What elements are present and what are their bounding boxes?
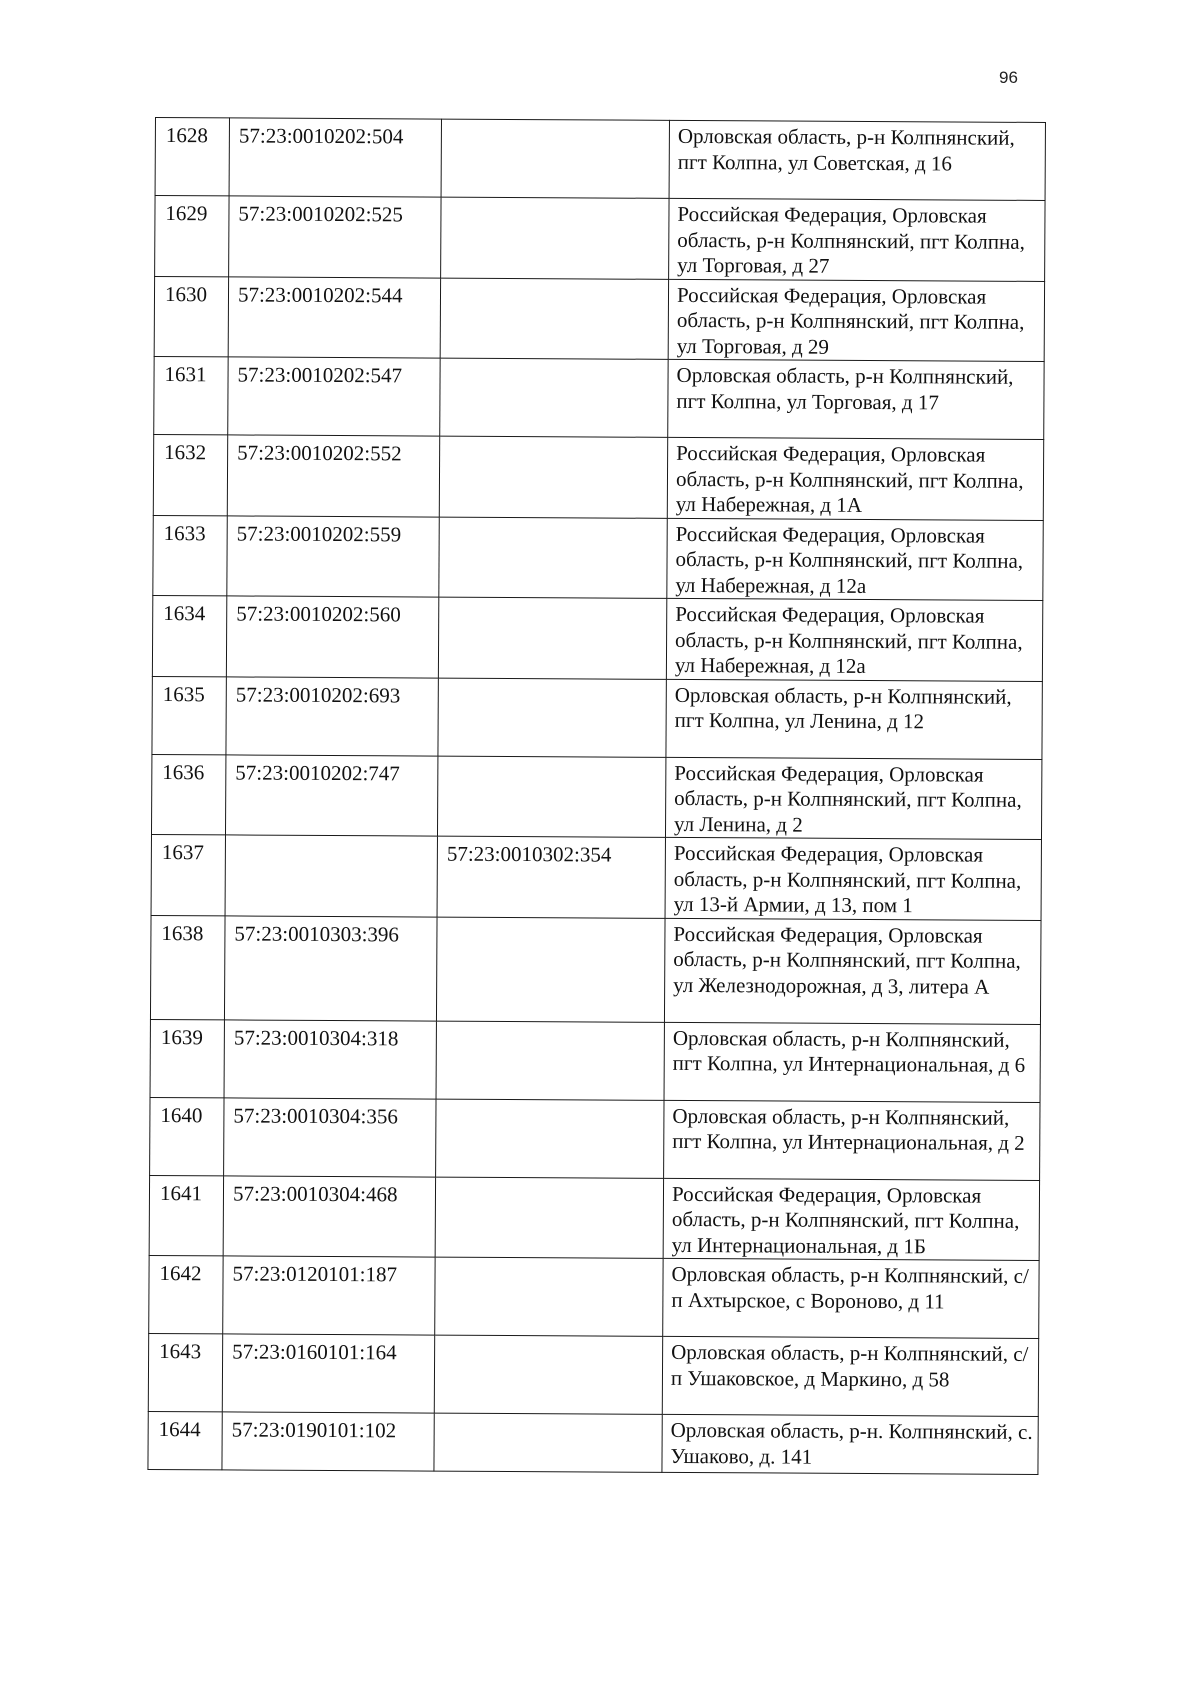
cadastral-number-cell bbox=[225, 835, 437, 917]
table-row bbox=[150, 1019, 1040, 1102]
address-cell: Орловская область, р-н Колпнянский, пгт Колпна, ул Интернациональная, д 6 bbox=[664, 1022, 1040, 1102]
property-table bbox=[147, 117, 1046, 1475]
address-cell: Российская Федерация, Орловская область, р-н Колпнянский, пгт Колпна, ул 13-й Армии, д 13, пом 1 bbox=[665, 837, 1041, 920]
address-cell: Орловская область, р-н Колпнянский, с/п Ушаковское, д Маркино, д 58 bbox=[662, 1336, 1038, 1416]
linked-cadastral-number-cell bbox=[440, 278, 668, 360]
address-cell: Орловская область, р-н Колпнянский, с/п Ахтырское, с Вороново, д 11 bbox=[663, 1258, 1039, 1338]
table-row bbox=[151, 834, 1041, 919]
address-cell: Орловская область, р-н Колпнянский, пгт Колпна, ул Интернациональная, д 2 bbox=[664, 1100, 1040, 1180]
table-row bbox=[155, 196, 1045, 281]
row-number-cell: 1644 bbox=[148, 1411, 222, 1469]
table-row bbox=[153, 434, 1043, 519]
cadastral-number-cell: 57:23:0010202:560 bbox=[226, 596, 438, 678]
row-number-cell: 1631 bbox=[154, 356, 228, 434]
linked-cadastral-number-cell bbox=[438, 678, 666, 757]
cadastral-number-cell: 57:23:0010202:559 bbox=[227, 515, 439, 597]
table-row bbox=[150, 915, 1041, 1024]
cadastral-number-cell: 57:23:0160101:164 bbox=[222, 1334, 434, 1413]
cadastral-number-cell: 57:23:0010202:544 bbox=[228, 276, 440, 358]
cadastral-number-cell: 57:23:0010202:547 bbox=[228, 357, 440, 436]
address-cell: Орловская область, р-н Колпнянский, пгт Колпна, ул Торговая, д 17 bbox=[668, 359, 1044, 439]
row-number-cell: 1633 bbox=[153, 515, 227, 596]
linked-cadastral-number-cell bbox=[439, 517, 667, 599]
linked-cadastral-number-cell bbox=[434, 1335, 662, 1414]
table-row bbox=[149, 1255, 1039, 1338]
linked-cadastral-number-cell bbox=[441, 197, 669, 279]
address-cell: Орловская область, р-н. Колпнянский, с. Ушаково, д. 141 bbox=[662, 1414, 1038, 1474]
table-row bbox=[152, 676, 1042, 759]
address-cell: Орловская область, р-н Колпнянский, пгт Колпна, ул Советская, д 16 bbox=[669, 120, 1045, 200]
linked-cadastral-number-cell bbox=[436, 1099, 664, 1178]
row-number-cell: 1634 bbox=[152, 595, 226, 676]
table-body bbox=[148, 118, 1046, 1475]
row-number-cell: 1630 bbox=[154, 276, 228, 357]
cadastral-number-cell: 57:23:0010202:693 bbox=[226, 676, 438, 755]
row-number-cell: 1638 bbox=[150, 915, 225, 1019]
cadastral-number-cell: 57:23:0190101:102 bbox=[222, 1412, 434, 1471]
cadastral-number-cell: 57:23:0010304:356 bbox=[224, 1097, 436, 1176]
address-cell: Российская Федерация, Орловская область, р-н Колпнянский, пгт Колпна, ул Набережная, д 12а bbox=[667, 518, 1043, 601]
row-number-cell: 1640 bbox=[150, 1097, 224, 1175]
table-row bbox=[155, 118, 1045, 201]
address-cell: Российская Федерация, Орловская область, р-н Колпнянский, пгт Колпна, ул Железнодорожная, д 3, литера А bbox=[664, 918, 1041, 1024]
cadastral-number-cell: 57:23:0120101:187 bbox=[223, 1256, 435, 1335]
address-cell: Российская Федерация, Орловская область, р-н Колпнянский, пгт Колпна, ул Торговая, д 29 bbox=[668, 279, 1044, 362]
row-number-cell: 1637 bbox=[151, 834, 225, 915]
row-number-cell: 1643 bbox=[148, 1333, 222, 1411]
address-cell: Российская Федерация, Орловская область, р-н Колпнянский, пгт Колпна, ул Набережная, д 1А bbox=[667, 437, 1043, 520]
table-row bbox=[151, 754, 1041, 839]
table-row bbox=[154, 356, 1044, 439]
linked-cadastral-number-cell bbox=[438, 597, 666, 679]
cadastral-number-cell: 57:23:0010202:552 bbox=[227, 435, 439, 517]
address-cell: Российская Федерация, Орловская область, р-н Колпнянский, пгт Колпна, ул Торговая, д 27 bbox=[669, 198, 1045, 281]
cadastral-number-cell: 57:23:0010202:504 bbox=[229, 118, 441, 197]
linked-cadastral-number-cell bbox=[437, 756, 665, 838]
address-cell: Российская Федерация, Орловская область, р-н Колпнянский, пгт Колпна, ул Ленина, д 2 bbox=[665, 757, 1041, 840]
address-cell: Орловская область, р-н Колпнянский, пгт Колпна, ул Ленина, д 12 bbox=[666, 679, 1042, 759]
row-number-cell: 1628 bbox=[155, 118, 229, 196]
row-number-cell: 1641 bbox=[149, 1175, 223, 1256]
linked-cadastral-number-cell bbox=[436, 1021, 664, 1100]
table-row bbox=[149, 1175, 1039, 1260]
cadastral-number-cell: 57:23:0010202:747 bbox=[225, 754, 437, 836]
table-row bbox=[148, 1411, 1038, 1474]
linked-cadastral-number-cell bbox=[434, 1413, 662, 1472]
address-cell: Российская Федерация, Орловская область, р-н Колпнянский, пгт Колпна, ул Интернациональная, д 1Б bbox=[663, 1178, 1039, 1261]
linked-cadastral-number-cell bbox=[440, 358, 668, 437]
table-row bbox=[150, 1097, 1040, 1180]
linked-cadastral-number-cell bbox=[441, 119, 669, 198]
row-number-cell: 1632 bbox=[153, 434, 227, 515]
table-row bbox=[153, 515, 1043, 600]
row-number-cell: 1639 bbox=[150, 1019, 224, 1097]
row-number-cell: 1635 bbox=[152, 676, 226, 754]
page-number: 96 bbox=[999, 68, 1018, 87]
linked-cadastral-number-cell: 57:23:0010302:354 bbox=[437, 836, 665, 918]
row-number-cell: 1629 bbox=[155, 196, 229, 277]
address-cell: Российская Федерация, Орловская область, р-н Колпнянский, пгт Колпна, ул Набережная, д 12а bbox=[666, 598, 1042, 681]
row-number-cell: 1636 bbox=[151, 754, 225, 835]
linked-cadastral-number-cell bbox=[435, 1177, 663, 1259]
linked-cadastral-number-cell bbox=[435, 1257, 663, 1336]
table-row bbox=[148, 1333, 1038, 1416]
cadastral-number-cell: 57:23:0010304:468 bbox=[223, 1175, 435, 1257]
cadastral-number-cell: 57:23:0010202:525 bbox=[229, 196, 441, 278]
table-row bbox=[152, 595, 1042, 680]
row-number-cell: 1642 bbox=[149, 1255, 223, 1333]
cadastral-number-cell: 57:23:0010304:318 bbox=[224, 1019, 436, 1098]
table-row bbox=[154, 276, 1044, 361]
linked-cadastral-number-cell bbox=[439, 436, 667, 518]
linked-cadastral-number-cell bbox=[436, 917, 665, 1022]
cadastral-number-cell: 57:23:0010303:396 bbox=[224, 915, 437, 1020]
